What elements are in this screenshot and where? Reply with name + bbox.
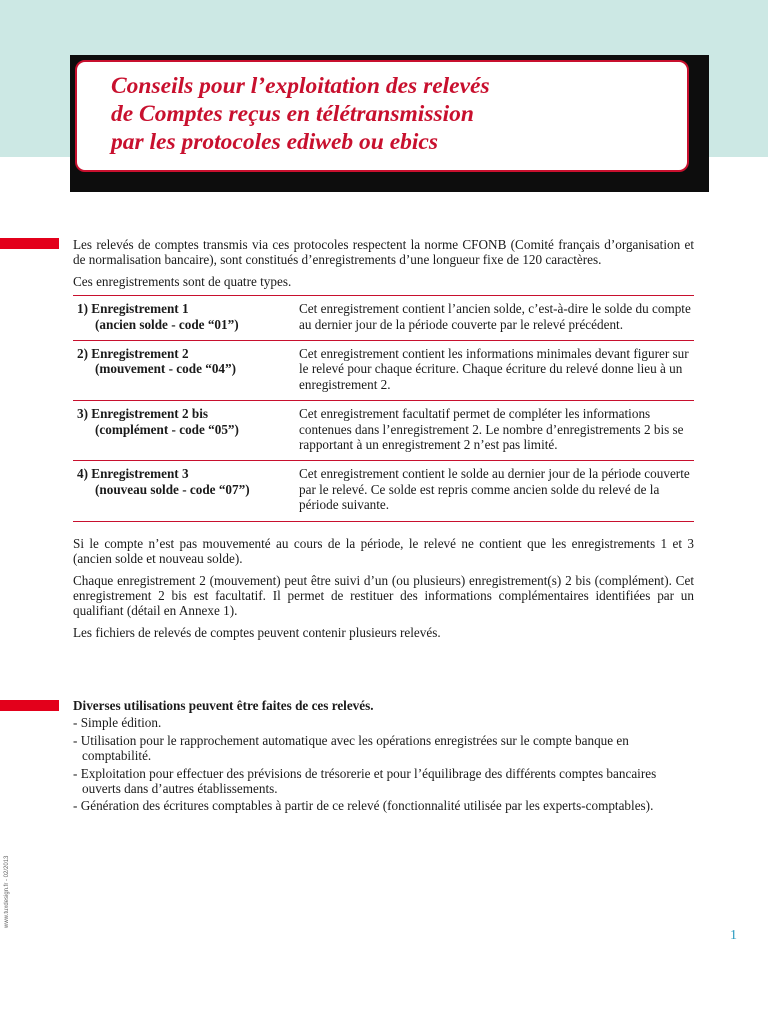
table-row: [73, 296, 694, 341]
page-number: 1: [730, 928, 737, 943]
uses-list: [73, 715, 694, 813]
section-marker-uses: [0, 700, 59, 711]
title-panel: [70, 55, 709, 192]
table-row: [73, 461, 694, 521]
side-credit: www.tuxdesign.fr - 02/2013: [4, 855, 10, 928]
notes-paragraph-3: Les fichiers de relevés de comptes peuvent contenir plusieurs relevés.: [73, 624, 441, 640]
record-description: Cet enregistrement contient l’ancien solde, c’est-à-dire le solde du compte au dernier jour de la période couverte par le relevé précédent.: [299, 296, 694, 341]
uses-heading: Diverses utilisations peuvent être faites de ces relevés.: [73, 698, 374, 713]
record-name-cell: [73, 401, 299, 461]
table-row: [73, 401, 694, 461]
record-code: (nouveau solde - code “07”): [95, 481, 250, 497]
records-table: [73, 295, 694, 521]
intro-paragraph: Les relevés de comptes transmis via ces protocoles respectent la norme CFONB (Comité français d’organisation et de normalisation bancaire), sont constitués d’enregistrements d’une longueur fixe de 120 caractères.: [73, 237, 694, 268]
record-code: (ancien solde - code “01”): [95, 316, 239, 332]
uses-section: [73, 698, 694, 816]
notes-paragraph-2: Chaque enregistrement 2 (mouvement) peut être suivi d’un (ou plusieurs) enregistrement(s) 2 bis (complément). Cet enregistrement 2 bis est facultatif. Il permet de restituer des informations complémentaires identifiées par un qualifiant (détail en Annexe 1).: [73, 572, 694, 619]
record-description: Cet enregistrement contient le solde au dernier jour de la période couverte par le relevé. Ce solde est repris comme ancien solde du relevé de la période suivante.: [299, 461, 694, 521]
list-item: - Utilisation pour le rapprochement automatique avec les opérations enregistrées sur le compte banque en comptabilité.: [73, 732, 629, 764]
record-name: 1) Enregistrement 1: [77, 301, 189, 317]
list-item: - Simple édition.: [73, 715, 162, 731]
list-item: - Exploitation pour effectuer des prévisions de trésorerie et pour l’équilibrage des différents comptes bancaires ouverts dans d’autres établissements.: [73, 765, 657, 797]
record-description: Cet enregistrement contient les informations minimales devant figurer sur le relevé pour chaque écriture. Chaque écriture du relevé donne lieu à un enregistrement 2.: [299, 341, 694, 401]
table-row: [73, 341, 694, 401]
title-line-2: de Comptes reçus en télétransmission: [111, 101, 474, 127]
title-line-3: par les protocoles ediweb ou ebics: [111, 129, 439, 155]
record-code: (mouvement - code “04”): [95, 361, 236, 377]
record-name-cell: [73, 461, 299, 521]
record-name: 2) Enregistrement 2: [77, 346, 189, 362]
title-line-1: Conseils pour l’exploitation des relevés: [111, 73, 490, 99]
intro-types-sentence: Ces enregistrements sont de quatre types.: [73, 273, 292, 289]
title-box: [75, 60, 689, 172]
intro-section: [73, 237, 694, 646]
record-name: 3) Enregistrement 2 bis: [77, 406, 209, 422]
record-name-cell: [73, 341, 299, 401]
list-item: - Génération des écritures comptables à partir de ce relevé (fonctionnalité utilisée par les experts-comptables).: [73, 798, 654, 814]
record-name-cell: [73, 296, 299, 341]
record-name: 4) Enregistrement 3: [77, 466, 189, 482]
record-description: Cet enregistrement facultatif permet de compléter les informations contenues dans l’enregistrement 2. Le nombre d’enregistrements 2 bis se rapportant à un enregistrement 2 n’est pas limité.: [299, 401, 694, 461]
section-marker-intro: [0, 238, 59, 249]
record-code: (complément - code “05”): [95, 421, 239, 437]
notes-paragraph-1: Si le compte n’est pas mouvementé au cours de la période, le relevé ne contient que les enregistrements 1 et 3 (ancien solde et nouveau solde).: [73, 535, 694, 567]
